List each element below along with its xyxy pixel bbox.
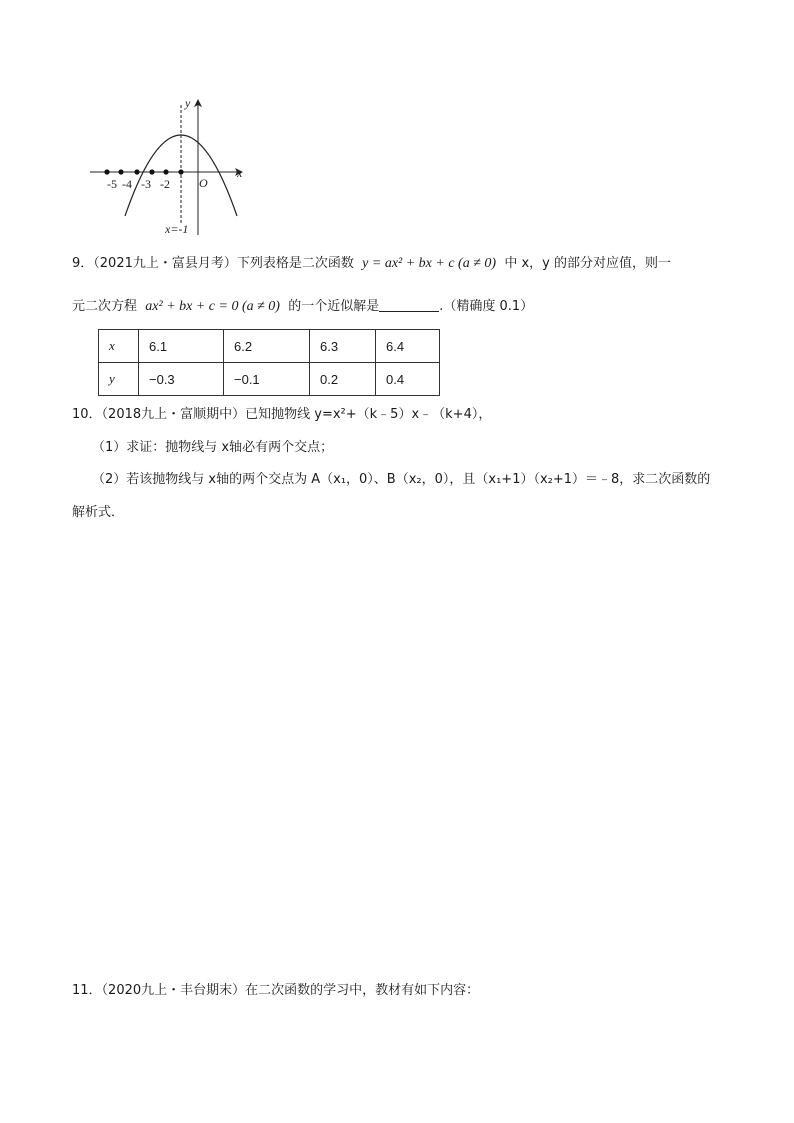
origin-label: O: [199, 176, 208, 190]
row-label-x: x: [99, 330, 139, 363]
q9-function: y = ax² + bx + c (a ≠ 0): [362, 256, 497, 271]
q9-line-2: [72, 297, 533, 317]
tick-label: -3: [141, 177, 151, 191]
tick-label: -2: [160, 177, 170, 191]
q9-text-a: 下列表格是二次函数: [236, 256, 354, 271]
x-axis-label: x: [237, 166, 243, 180]
q9-equation: ax² + bx + c = 0 (a ≠ 0): [145, 299, 280, 314]
q9-text-b: 中 x，y 的部分对应值，则一: [504, 256, 671, 271]
point-dot: [149, 169, 154, 174]
answer-blank: [379, 297, 439, 312]
q10-line-1: [72, 405, 491, 425]
table-row: [99, 330, 440, 363]
table-cell: −0.3: [139, 363, 224, 396]
q9-text-e: .（精确度 0.1）: [439, 299, 534, 314]
q10-part1: （1）求证：抛物线与 x轴必有两个交点；: [92, 440, 334, 455]
table-cell: −0.1: [224, 363, 310, 396]
q11-line: [72, 981, 479, 1001]
values-table: [98, 329, 440, 396]
point-dot: [163, 169, 168, 174]
tick-label: -4: [122, 177, 132, 191]
point-dot: [104, 169, 109, 174]
q11-number: 11．: [72, 983, 102, 998]
table-cell: 0.2: [310, 363, 376, 396]
q9-number: 9．: [72, 256, 94, 271]
q11-text: 在二次函数的学习中，教材有如下内容：: [245, 983, 480, 998]
table-cell: 6.2: [224, 330, 310, 363]
table-cell: 6.3: [310, 330, 376, 363]
q9-line-1: [72, 254, 671, 274]
q10-number: 10．: [72, 407, 102, 422]
q9-text-c: 元二次方程: [72, 299, 138, 314]
q10-source: （2018九上・富顺期中）: [101, 407, 246, 422]
point-dot: [178, 169, 183, 174]
q9-text-d: 的一个近似解是: [288, 299, 380, 314]
table-cell: 6.4: [376, 330, 440, 363]
q10-part2-b: 解析式．: [72, 505, 125, 520]
tick-label: -5: [107, 177, 117, 191]
q10-stem: 已知抛物线 y=x²+（k﹣5）x﹣（k+4），: [245, 407, 492, 422]
symmetry-line-label: x=-1: [165, 222, 189, 235]
q10-part2-a: （2）若该抛物线与 x轴的两个交点为 A（x₁，0）、B（x₂，0），且（x₁+1）（x₂+1）＝﹣8，求二次函数的: [92, 472, 711, 487]
q11-source: （2020九上・丰台期末）: [101, 983, 246, 998]
point-dot: [118, 169, 123, 174]
q9-source: （2021九上・富县月考）: [93, 256, 237, 271]
table-row: [99, 363, 440, 396]
y-axis-label: y: [185, 96, 191, 110]
point-dot: [134, 169, 139, 174]
row-label-y: y: [99, 363, 139, 396]
parabola-graph: [85, 95, 255, 235]
table-cell: 6.1: [139, 330, 224, 363]
table-cell: 0.4: [376, 363, 440, 396]
